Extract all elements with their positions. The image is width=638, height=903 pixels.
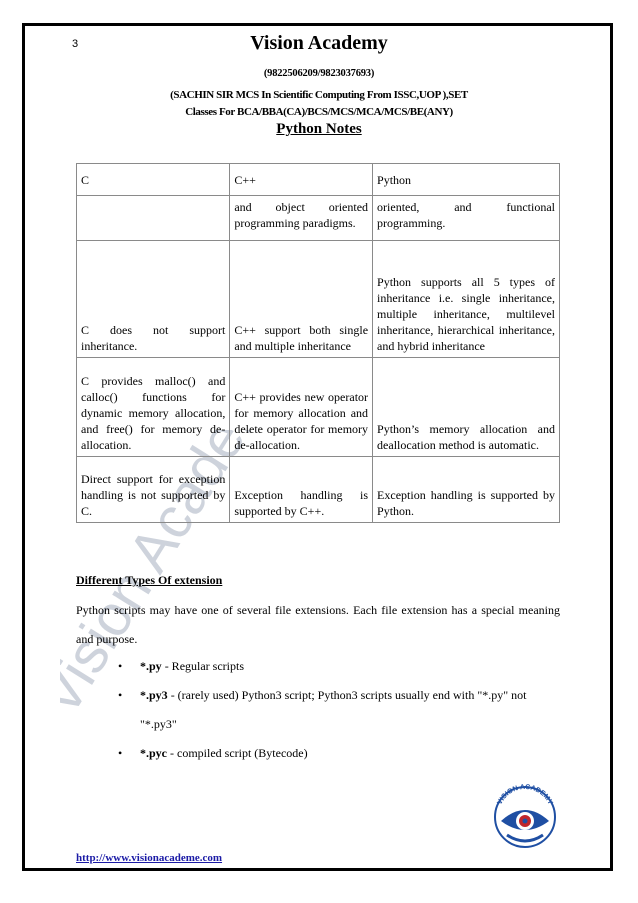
bullet-icon: • bbox=[118, 688, 123, 702]
section-paragraph: Python scripts may have one of several file extensions. Each file extension has a special meaning and purpose. bbox=[76, 603, 560, 646]
table-cell: Exception handling is supported by C++. bbox=[230, 457, 373, 523]
header-cpp: C++ bbox=[230, 164, 373, 196]
extension-desc: - (rarely used) Python3 script; Python3 scripts usually end with "*.py" not "*.py3" bbox=[140, 688, 527, 731]
header-c: C bbox=[77, 164, 230, 196]
list-item bbox=[118, 652, 560, 681]
vision-academy-logo bbox=[487, 777, 563, 853]
extension-desc: - compiled script (Bytecode) bbox=[167, 746, 308, 760]
section-heading: Different Types Of extension bbox=[76, 573, 223, 587]
table-header-row bbox=[77, 164, 560, 196]
table-cell: Python’s memory allocation and deallocation method is automatic. bbox=[373, 358, 560, 457]
table-cell: Exception handling is supported by Python. bbox=[373, 457, 560, 523]
header-python: Python bbox=[373, 164, 560, 196]
table-cell: C does not support inheritance. bbox=[77, 241, 230, 358]
table-cell bbox=[77, 196, 230, 241]
subtitle-line-2: Classes For BCA/BBA(CA)/BCS/MCS/MCA/MCS/BE(ANY) bbox=[185, 106, 453, 118]
table-cell: C provides malloc() and calloc() functions for dynamic memory allocation, and free() for memory de-allocation. bbox=[77, 358, 230, 457]
page-number: 3 bbox=[72, 38, 79, 50]
table-cell: and object oriented programming paradigms. bbox=[230, 196, 373, 241]
phone-numbers: (9822506209/9823037693) bbox=[263, 68, 375, 79]
table-row bbox=[77, 196, 560, 241]
table-row bbox=[77, 358, 560, 457]
logo-text: VISION ACADEMY bbox=[496, 783, 554, 806]
footer-link[interactable]: http://www.visionacademe.com bbox=[76, 852, 223, 864]
extension-list bbox=[118, 652, 560, 768]
table-cell: oriented, and functional programming. bbox=[373, 196, 560, 241]
page-title: Vision Academy bbox=[250, 32, 388, 54]
extension-desc: - Regular scripts bbox=[161, 659, 244, 673]
extension-name: *.py3 bbox=[140, 688, 168, 702]
table-cell: Python supports all 5 types of inheritance i.e. single inheritance, multiple inheritance, multilevel inheritance, hierarchical inheritance, and hybrid inheritance bbox=[373, 241, 560, 358]
table-cell: C++ support both single and multiple inheritance bbox=[230, 241, 373, 358]
table-row bbox=[77, 241, 560, 358]
list-item bbox=[118, 681, 560, 739]
subtitle-line-1: (SACHIN SIR MCS In Scientific Computing From ISSC,UOP ),SET bbox=[170, 89, 468, 101]
table-cell: C++ provides new operator for memory allocation and delete operator for memory de-allocation. bbox=[230, 358, 373, 457]
extension-name: *.py bbox=[140, 659, 162, 673]
list-item bbox=[118, 739, 560, 768]
table-row bbox=[77, 457, 560, 523]
extension-name: *.pyc bbox=[140, 746, 167, 760]
comparison-table bbox=[76, 163, 560, 523]
notes-title: Python Notes bbox=[276, 121, 362, 137]
bullet-icon: • bbox=[118, 746, 123, 760]
bullet-icon: • bbox=[118, 659, 123, 673]
table-cell: Direct support for exception handling is not supported by C. bbox=[77, 457, 230, 523]
